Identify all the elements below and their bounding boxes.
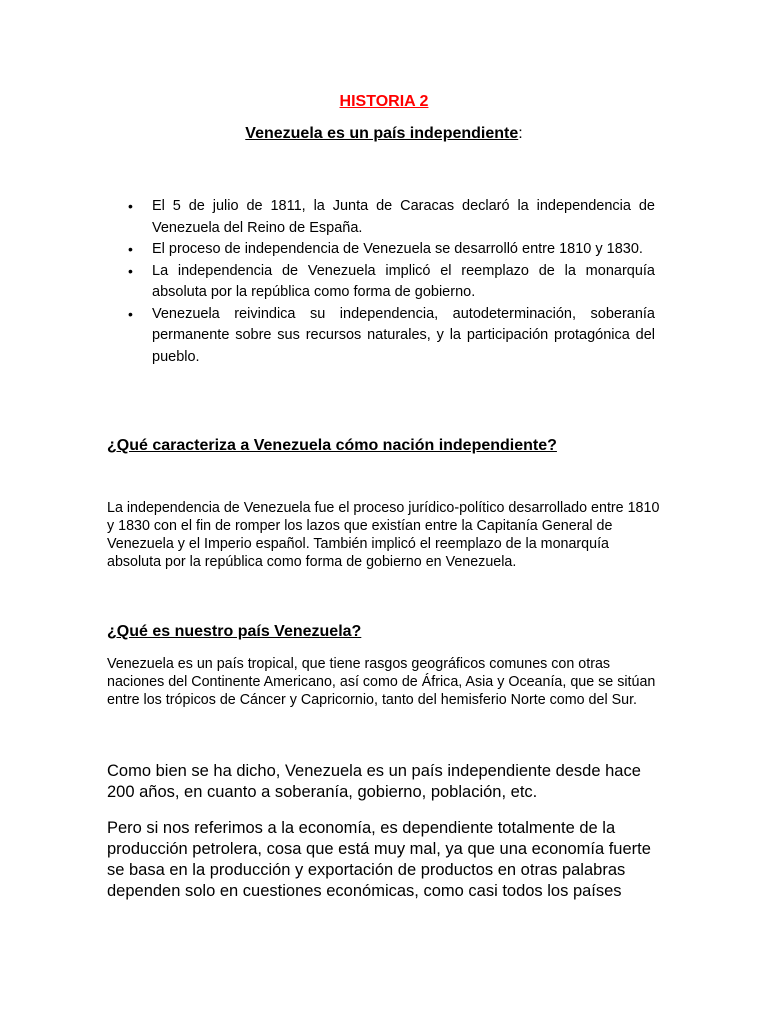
bullet-item	[107, 304, 655, 369]
closing-paragraph-2: Pero si nos referimos a la economía, es dependiente totalmente de la producción petrolera, cosa que está muy mal, ya que una economía fuerte se basa en la producción y exportación de productos en otras palabras dependen solo en cuestiones económicas, como casi todos los países	[107, 819, 651, 900]
bullet-text: La independencia de Venezuela implicó el reemplazo de la monarquía absoluta por la república como forma de gobierno.	[152, 262, 655, 300]
bullet-text: El 5 de julio de 1811, la Junta de Caracas declaró la independencia de Venezuela del Reino de España.	[152, 198, 655, 236]
bullet-text: Venezuela reivindica su independencia, autodeterminación, soberanía permanente sobre sus recursos naturales, y la participación protagónica del pueblo.	[152, 305, 655, 365]
section2-text: Venezuela es un país tropical, que tiene rasgos geográficos comunes con otras naciones del Continente Americano, así como de África, Asia y Oceanía, que se sitúan entre los trópicos de Cáncer y Capricornio, tanto del hemisferio Norte como del Sur.	[107, 656, 656, 708]
closing-paragraph-1: Como bien se ha dicho, Venezuela es un país independiente desde hace 200 años, en cuanto a soberanía, gobierno, población, etc.	[107, 762, 641, 801]
bullet-dot-icon: •	[128, 262, 133, 279]
subtitle-text: Venezuela es un país independiente	[245, 125, 519, 142]
bullet-dot-icon: •	[128, 198, 133, 214]
bullet-item	[107, 196, 655, 239]
subtitle-colon: :	[518, 125, 523, 142]
bullet-list	[107, 196, 655, 368]
bullet-text: El proceso de independencia de Venezuela se desarrolló entre 1810 y 1830.	[152, 241, 643, 257]
section1-text: La independencia de Venezuela fue el proceso jurídico-político desarrollado entre 1810 y 1830 con el fin de romper los lazos que existían entre la Capitanía General de Venezuela y el Imperio español. También implicó el reemplazo de la monarquía absoluta por la república como forma de gobierno en Venezuela.	[107, 500, 660, 570]
bullet-item	[107, 239, 655, 261]
document-subtitle	[0, 125, 768, 143]
bullet-dot-icon: •	[128, 305, 133, 322]
document-title: HISTORIA 2	[339, 93, 429, 110]
bullet-dot-icon: •	[128, 241, 133, 257]
section1-heading: ¿Qué caracteriza a Venezuela cómo nación independiente?	[107, 437, 557, 454]
bullet-item	[107, 261, 655, 304]
section2-heading: ¿Qué es nuestro país Venezuela?	[107, 623, 362, 640]
